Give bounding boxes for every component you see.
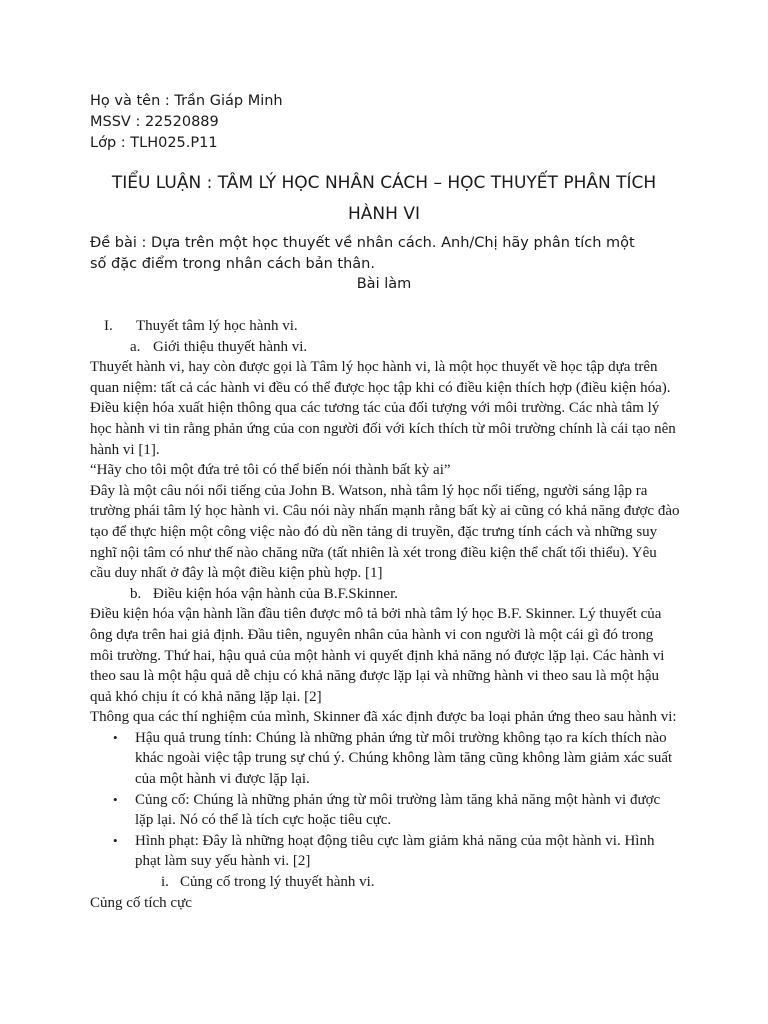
essay-prompt-line-2: số đặc điểm trong nhân cách bản thân. [90,255,375,272]
student-id: MSSV : 22520889 [90,114,219,130]
watson-quote: “Hãy cho tôi một đứa trẻ tôi có thể biến nói thành bất kỳ ai” [90,462,451,479]
bullet-icon: • [113,729,118,745]
essay-body [90,316,680,913]
bullet-icon: • [113,791,118,807]
subsection-heading-a [90,337,680,358]
section-heading-1 [90,316,680,337]
section-number: I. [104,318,113,334]
essay-prompt-line-1: Đề bài : Dựa trên một học thuyết về nhân cách. Anh/Chị hãy phân tích một [90,235,635,251]
paragraph-watson: Đây là một câu nói nổi tiếng của John B. Watson, nhà tâm lý học nổi tiếng, người sáng lập ra trường phái tâm lý học hành vi. Câu nói này nhấn mạnh rằng bất kỳ ai cũng có khả năng được đào tạo để thực hiện một công việc nào đó dù nền tảng di truyền, đặc trưng tính cách và những suy nghĩ nội tâm có như thế nào chăng nữa (tất nhiên là xét trong điều kiện thể chất tối thiểu). Yêu cầu duy nhất ở đây là một điều kiện phù hợp. [1] [90,482,680,582]
subsection-number: a. [130,338,141,355]
student-name: Họ và tên : Trần Giáp Minh [90,93,283,109]
paragraph-skinner: Điều kiện hóa vận hành lần đầu tiên được mô tả bởi nhà tâm lý học B.F. Skinner. Lý thuyết của ông dựa trên hai giả định. Đầu tiên, nguyên nhân của hành vi con người là một cái gì đó trong môi trường. Thứ hai, hậu quả của một hành vi quyết định khả năng nó được lặp lại. Các hành vi theo sau là một hậu quả dễ chịu có khả năng được lặp lại và những hành vi theo sau là một hậu quả khó chịu ít có khả năng lặp lại. [2] [90,606,665,705]
list-item [90,831,680,872]
subsubsection-number: i. [161,874,169,891]
essay-title-line-2: HÀNH VI [348,204,420,224]
essay-title-line-1: TIỂU LUẬN : TÂM LÝ HỌC NHÂN CÁCH – HỌC THUYẾT PHÂN TÍCH [111,173,657,193]
paragraph-positive-reinforcement: Củng cố tích cực [90,894,192,911]
essay-title [90,168,678,230]
subsection-heading-b [90,584,680,605]
list-item-text: Hình phạt: Đây là những hoạt động tiêu cực làm giảm khả năng của một hành vi. Hình phạt làm suy yếu hành vi. [2] [135,832,655,870]
work-heading: Bài làm [356,276,412,292]
list-item-text: Củng cố: Chúng là những phản ứng từ môi trường làm tăng khả năng một hành vi được lặp lại. Nó có thể là tích cực hoặc tiêu cực. [135,791,661,829]
subsubsection-heading-i [90,872,680,893]
student-class: Lớp : TLH025.P11 [90,135,218,151]
list-item-text: Hậu quả trung tính: Chúng là những phản ứng từ môi trường không tạo ra kích thích nào khác ngoài việc tập trung sự chú ý. Chúng không làm tăng cũng không làm giảm xác suất của một hành vi được lặp lại. [135,729,673,788]
subsection-title: Giới thiệu thuyết hành vi. [153,338,308,355]
essay-prompt [90,233,675,274]
bullet-icon: • [113,832,118,848]
section-title: Thuyết tâm lý học hành vi. [136,318,298,334]
subsection-title: Điều kiện hóa vận hành của B.F.Skinner. [153,585,399,602]
response-types-list [90,728,680,872]
list-item [90,790,680,831]
paragraph-response-types: Thông qua các thí nghiệm của mình, Skinner đã xác định được ba loại phản ứng theo sau hành vi: [90,709,677,726]
subsubsection-title: Củng cố trong lý thuyết hành vi. [180,874,375,891]
subsection-number: b. [130,585,142,602]
list-item [90,728,680,790]
student-info [90,91,283,154]
paragraph-behaviorism-intro: Thuyết hành vi, hay còn được gọi là Tâm lý học hành vi, là một học thuyết về học tập dựa trên quan niệm: tất cả các hành vi đều có thể được học tập khi có điều kiện thích hợp (điều kiện hóa). Điều kiện hóa xuất hiện thông qua các tương tác của đối tượng với môi trường. Các nhà tâm lý học hành vi tin rằng phản ứng của con người đối với kích thích từ môi trường chính là cái tạo nên hành vi [1]. [90,359,676,458]
